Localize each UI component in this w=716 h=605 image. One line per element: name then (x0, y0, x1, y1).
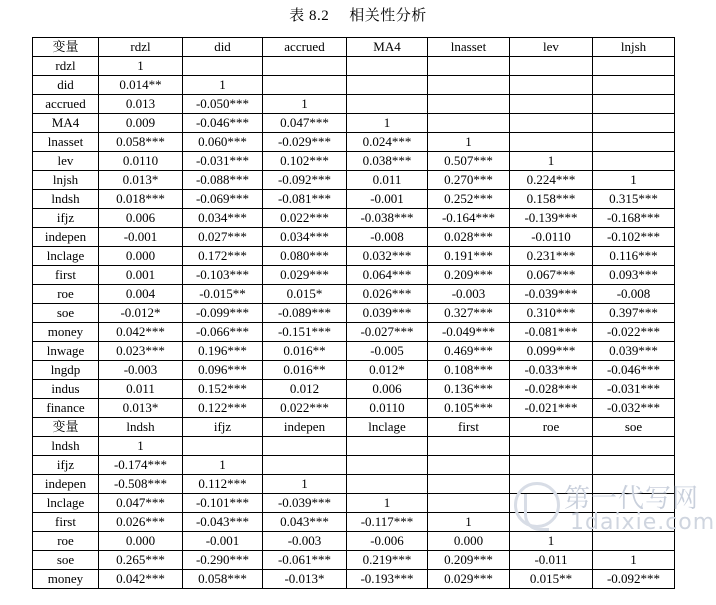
table1-header-row (33, 38, 675, 57)
table-row (33, 304, 675, 323)
table-row (33, 342, 675, 361)
table-cell: 0.029*** (428, 570, 510, 589)
table-cell: 0.099*** (510, 342, 593, 361)
table-row (33, 114, 675, 133)
header-variable-label: 变量 (33, 38, 99, 57)
table-row (33, 247, 675, 266)
row-variable-label: lnwage (33, 342, 99, 361)
column-header: lnclage (347, 418, 428, 437)
table-cell: 0.270*** (428, 171, 510, 190)
table-cell: 0.013 (99, 95, 183, 114)
table-cell: 0.058*** (183, 570, 263, 589)
row-variable-label: indus (33, 380, 99, 399)
table-row (33, 380, 675, 399)
table-row (33, 551, 675, 570)
table-cell: -0.088*** (183, 171, 263, 190)
row-variable-label: rdzl (33, 57, 99, 76)
row-variable-label: ifjz (33, 456, 99, 475)
table-cell (263, 57, 347, 76)
table-cell (428, 494, 510, 513)
table-row (33, 209, 675, 228)
table-cell (593, 95, 675, 114)
table-cell (510, 57, 593, 76)
table-cell: 0.043*** (263, 513, 347, 532)
table-cell: 0.469*** (428, 342, 510, 361)
table-cell: 0.152*** (183, 380, 263, 399)
table-cell: 0.028*** (428, 228, 510, 247)
table-row (33, 57, 675, 76)
table-cell: 0.014** (99, 76, 183, 95)
table-cell: 0.047*** (263, 114, 347, 133)
table-cell: 0.000 (428, 532, 510, 551)
table-cell: 0.015* (263, 285, 347, 304)
table-cell: 0.016** (263, 342, 347, 361)
table-cell (593, 437, 675, 456)
table-row (33, 361, 675, 380)
table-cell: -0.003 (99, 361, 183, 380)
table-cell: -0.092*** (263, 171, 347, 190)
table-cell: 0.015** (510, 570, 593, 589)
table-cell: 0.231*** (510, 247, 593, 266)
table-cell: 0.034*** (183, 209, 263, 228)
caption-title: 相关性分析 (349, 8, 427, 24)
column-header: first (428, 418, 510, 437)
row-variable-label: soe (33, 551, 99, 570)
table-row (33, 456, 675, 475)
table-cell: 0.024*** (347, 133, 428, 152)
table-cell: 0.026*** (99, 513, 183, 532)
table-cell: 0.136*** (428, 380, 510, 399)
table-cell: -0.021*** (510, 399, 593, 418)
table-cell (183, 437, 263, 456)
table-cell: 1 (347, 494, 428, 513)
table-cell: 0.027*** (183, 228, 263, 247)
table-cell: 0.102*** (263, 152, 347, 171)
column-header: roe (510, 418, 593, 437)
table-cell: 0.011 (99, 380, 183, 399)
table-row (33, 399, 675, 418)
table-cell (593, 532, 675, 551)
table-cell: -0.003 (263, 532, 347, 551)
table-cell (510, 133, 593, 152)
table-cell: -0.008 (593, 285, 675, 304)
column-header: rdzl (99, 38, 183, 57)
table-cell: 0.191*** (428, 247, 510, 266)
row-variable-label: first (33, 513, 99, 532)
table-cell: 0.039*** (347, 304, 428, 323)
table-cell: -0.003 (428, 285, 510, 304)
row-variable-label: lnasset (33, 133, 99, 152)
table-cell: -0.006 (347, 532, 428, 551)
table-cell: 0.060*** (183, 133, 263, 152)
header-variable-label: 变量 (33, 418, 99, 437)
table-cell: -0.005 (347, 342, 428, 361)
table-row (33, 285, 675, 304)
table-cell: 1 (99, 57, 183, 76)
table-cell: 0.042*** (99, 570, 183, 589)
row-variable-label: roe (33, 285, 99, 304)
table-row (33, 95, 675, 114)
table-cell: -0.046*** (593, 361, 675, 380)
table-cell: -0.089*** (263, 304, 347, 323)
table-cell: 1 (263, 475, 347, 494)
table-cell: -0.066*** (183, 323, 263, 342)
table-cell: 0.112*** (183, 475, 263, 494)
table-row (33, 152, 675, 171)
table-cell: -0.099*** (183, 304, 263, 323)
row-variable-label: lnjsh (33, 171, 99, 190)
table-cell (510, 114, 593, 133)
column-header: MA4 (347, 38, 428, 57)
table-cell (510, 437, 593, 456)
table-cell: 0.029*** (263, 266, 347, 285)
table-cell (428, 114, 510, 133)
table-cell: -0.046*** (183, 114, 263, 133)
table-cell: -0.032*** (593, 399, 675, 418)
row-variable-label: indepen (33, 475, 99, 494)
table-cell: -0.039*** (510, 285, 593, 304)
table-cell (428, 95, 510, 114)
table-cell: -0.031*** (183, 152, 263, 171)
table-cell: 1 (99, 437, 183, 456)
table-cell (593, 76, 675, 95)
row-variable-label: money (33, 323, 99, 342)
table-cell (510, 76, 593, 95)
table-cell: 1 (510, 152, 593, 171)
row-variable-label: lev (33, 152, 99, 171)
table-cell: 0.064*** (347, 266, 428, 285)
table-cell: 0.105*** (428, 399, 510, 418)
column-header: did (183, 38, 263, 57)
table-cell: 0.009 (99, 114, 183, 133)
row-variable-label: finance (33, 399, 99, 418)
table-cell: 1 (593, 551, 675, 570)
table-cell: -0.164*** (428, 209, 510, 228)
column-header: lndsh (99, 418, 183, 437)
table-cell: 0.252*** (428, 190, 510, 209)
table-cell: -0.0110 (510, 228, 593, 247)
table-row (33, 494, 675, 513)
table-cell: 0.013* (99, 399, 183, 418)
row-variable-label: lnclage (33, 494, 99, 513)
column-header: lnjsh (593, 38, 675, 57)
table-cell: 0.000 (99, 247, 183, 266)
column-header: ifjz (183, 418, 263, 437)
table-cell: 0.0110 (347, 399, 428, 418)
table-cell (347, 76, 428, 95)
table-cell: 0.067*** (510, 266, 593, 285)
table-cell (428, 475, 510, 494)
table-cell: 1 (428, 133, 510, 152)
table-cell: 0.013* (99, 171, 183, 190)
table-cell (593, 513, 675, 532)
table-cell: 0.047*** (99, 494, 183, 513)
table-cell: 0.032*** (347, 247, 428, 266)
table-cell: 0.397*** (593, 304, 675, 323)
table-cell: 0.039*** (593, 342, 675, 361)
table-row (33, 513, 675, 532)
table-cell: -0.069*** (183, 190, 263, 209)
table-cell: -0.015** (183, 285, 263, 304)
column-header: lev (510, 38, 593, 57)
table-cell: 1 (510, 532, 593, 551)
table-cell: 0.315*** (593, 190, 675, 209)
table-cell: -0.049*** (428, 323, 510, 342)
table-cell: -0.139*** (510, 209, 593, 228)
table-cell: -0.050*** (183, 95, 263, 114)
table-cell: 0.209*** (428, 551, 510, 570)
table-cell: 0.026*** (347, 285, 428, 304)
table-cell: 0.224*** (510, 171, 593, 190)
table-cell (347, 475, 428, 494)
table-cell (428, 57, 510, 76)
table-cell: -0.508*** (99, 475, 183, 494)
table-cell (347, 456, 428, 475)
table-cell: -0.028*** (510, 380, 593, 399)
table-cell (347, 437, 428, 456)
table-row (33, 532, 675, 551)
table-row (33, 190, 675, 209)
table-cell: 0.006 (99, 209, 183, 228)
table-cell: -0.081*** (510, 323, 593, 342)
table-cell: 0.108*** (428, 361, 510, 380)
table-cell: 0.327*** (428, 304, 510, 323)
column-header: indepen (263, 418, 347, 437)
table-cell (593, 456, 675, 475)
table-cell: 0.038*** (347, 152, 428, 171)
table-cell: -0.008 (347, 228, 428, 247)
table-cell: -0.092*** (593, 570, 675, 589)
watermark-line2: 1daixie.com (570, 510, 716, 535)
row-variable-label: money (33, 570, 99, 589)
row-variable-label: lndsh (33, 190, 99, 209)
table-cell: 0.172*** (183, 247, 263, 266)
table-cell: 1 (347, 114, 428, 133)
table-cell (593, 152, 675, 171)
table-cell: 1 (183, 456, 263, 475)
row-variable-label: accrued (33, 95, 99, 114)
table-cell: -0.193*** (347, 570, 428, 589)
table-cell: 1 (428, 513, 510, 532)
table-row (33, 570, 675, 589)
table-cell: 1 (593, 171, 675, 190)
column-header: lnasset (428, 38, 510, 57)
table-cell: 0.034*** (263, 228, 347, 247)
table-cell: -0.290*** (183, 551, 263, 570)
table-row (33, 437, 675, 456)
row-variable-label: soe (33, 304, 99, 323)
table-cell (593, 114, 675, 133)
table-cell (263, 76, 347, 95)
table-cell (183, 57, 263, 76)
table-cell: 0.310*** (510, 304, 593, 323)
table-cell: 0.265*** (99, 551, 183, 570)
table-cell: -0.103*** (183, 266, 263, 285)
table-cell: 0.042*** (99, 323, 183, 342)
table-cell: 0.122*** (183, 399, 263, 418)
table-cell: 0.096*** (183, 361, 263, 380)
table-cell (593, 133, 675, 152)
table-cell: 0.093*** (593, 266, 675, 285)
table-cell: -0.013* (263, 570, 347, 589)
table-cell: -0.029*** (263, 133, 347, 152)
table-cell: -0.043*** (183, 513, 263, 532)
table-row (33, 266, 675, 285)
table-cell: -0.027*** (347, 323, 428, 342)
table-cell (510, 456, 593, 475)
row-variable-label: first (33, 266, 99, 285)
table-cell: -0.012* (99, 304, 183, 323)
table-cell: 0.080*** (263, 247, 347, 266)
table-cell (263, 456, 347, 475)
table-cell (593, 494, 675, 513)
table-cell: 1 (263, 95, 347, 114)
table2-header-row (33, 418, 675, 437)
correlation-table (32, 37, 675, 589)
table-row (33, 76, 675, 95)
table-cell: -0.102*** (593, 228, 675, 247)
table-cell: -0.117*** (347, 513, 428, 532)
table-cell (510, 513, 593, 532)
column-header: accrued (263, 38, 347, 57)
table-cell: 0.012* (347, 361, 428, 380)
table-cell (510, 494, 593, 513)
table-cell: 0.196*** (183, 342, 263, 361)
table-row (33, 133, 675, 152)
table-cell: 0.018*** (99, 190, 183, 209)
table-cell: -0.039*** (263, 494, 347, 513)
table-cell: -0.168*** (593, 209, 675, 228)
table-cell: 0.022*** (263, 399, 347, 418)
watermark-line1: 第一代写网 (564, 484, 700, 514)
table-cell: -0.001 (347, 190, 428, 209)
table-cell (347, 57, 428, 76)
table-cell: -0.001 (99, 228, 183, 247)
table-cell (510, 95, 593, 114)
row-variable-label: roe (33, 532, 99, 551)
table-row (33, 475, 675, 494)
table-cell: 0.016** (263, 361, 347, 380)
table-cell: 0.001 (99, 266, 183, 285)
table-cell: 0.011 (347, 171, 428, 190)
table-cell (428, 456, 510, 475)
table-cell: -0.101*** (183, 494, 263, 513)
table-cell: -0.031*** (593, 380, 675, 399)
table-cell (263, 437, 347, 456)
table-cell: 0.022*** (263, 209, 347, 228)
table-cell: 0.012 (263, 380, 347, 399)
table-cell: 0.219*** (347, 551, 428, 570)
table-cell (510, 475, 593, 494)
row-variable-label: lndsh (33, 437, 99, 456)
table-cell: 0.209*** (428, 266, 510, 285)
caption-number: 表 8.2 (289, 8, 330, 24)
table-cell: 1 (183, 76, 263, 95)
table-cell (347, 95, 428, 114)
table-cell: 0.023*** (99, 342, 183, 361)
column-header: soe (593, 418, 675, 437)
table-cell: 0.507*** (428, 152, 510, 171)
table-cell: -0.011 (510, 551, 593, 570)
table-cell: -0.033*** (510, 361, 593, 380)
table-row (33, 228, 675, 247)
table-row (33, 323, 675, 342)
table-cell: -0.151*** (263, 323, 347, 342)
table-cell (593, 475, 675, 494)
table-cell (428, 437, 510, 456)
row-variable-label: lnclage (33, 247, 99, 266)
table-cell: 0.0110 (99, 152, 183, 171)
row-variable-label: ifjz (33, 209, 99, 228)
table-caption (0, 4, 716, 25)
table-cell: -0.022*** (593, 323, 675, 342)
table-cell (428, 76, 510, 95)
row-variable-label: lngdp (33, 361, 99, 380)
table-cell: 0.006 (347, 380, 428, 399)
table-cell: -0.061*** (263, 551, 347, 570)
table-cell: 0.000 (99, 532, 183, 551)
row-variable-label: MA4 (33, 114, 99, 133)
table-cell: -0.038*** (347, 209, 428, 228)
table-cell: 0.158*** (510, 190, 593, 209)
table-cell: 0.116*** (593, 247, 675, 266)
table-row (33, 171, 675, 190)
row-variable-label: did (33, 76, 99, 95)
table-cell: -0.001 (183, 532, 263, 551)
table-cell: -0.174*** (99, 456, 183, 475)
row-variable-label: indepen (33, 228, 99, 247)
table-cell (593, 57, 675, 76)
table-cell: 0.004 (99, 285, 183, 304)
table-cell: 0.058*** (99, 133, 183, 152)
table-cell: -0.081*** (263, 190, 347, 209)
